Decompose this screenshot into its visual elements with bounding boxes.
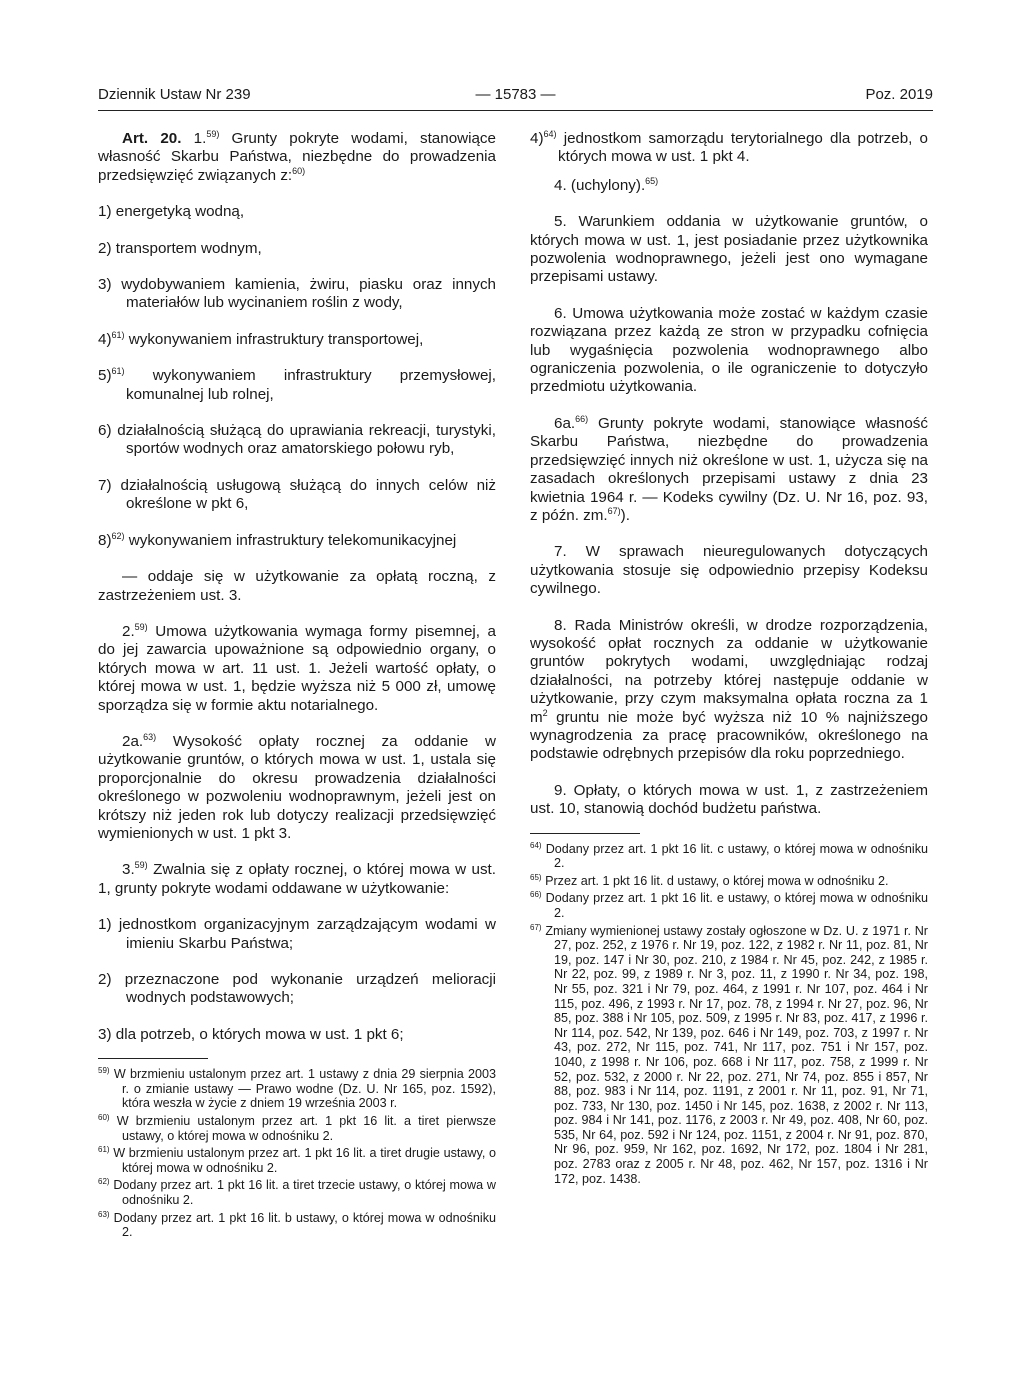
item-number: 1) <box>98 203 112 221</box>
footnote-text: Przez art. 1 pkt 16 lit. d ustawy, o której mowa w odnośniku 2. <box>545 873 889 888</box>
item-text: energetyką wodną, <box>115 203 245 221</box>
footnote <box>98 1178 496 1207</box>
footnote-text: W brzmieniu ustalonym przez art. 1 pkt 16 lit. a tiret pierwsze ustawy, o której mowa w odnośniku 2. <box>116 1114 496 1143</box>
footnote <box>98 1211 496 1240</box>
footnote-ref: 66) <box>575 413 589 424</box>
para-text: Grunty pokryte wodami, stanowiące własność Skarbu Państwa, niezbędne do prowadzenia przedsięwzięć związanych z: <box>98 130 496 184</box>
left-column <box>98 130 496 1243</box>
footnote-rule <box>98 1058 208 1059</box>
footnote <box>98 1146 496 1175</box>
footnotes-right <box>530 842 928 1187</box>
footnote-ref: 59) <box>134 621 148 632</box>
footnote-number: 66) <box>530 890 542 900</box>
footnote <box>530 874 928 889</box>
footnote-number: 60) <box>98 1112 110 1122</box>
item-text: działalnością usługową służącą do innych celów niż określone w pkt 6, <box>120 476 496 513</box>
item-number: 4) <box>98 330 112 348</box>
footnote <box>530 924 928 1187</box>
superscript: 2 <box>542 707 548 718</box>
footnote-text: Dodany przez art. 1 pkt 16 lit. c ustawy, o której mowa w odnośniku 2. <box>545 841 928 871</box>
list-item <box>98 422 496 459</box>
para-number: 2. <box>122 622 135 640</box>
article-label: Art. 20. <box>122 130 182 147</box>
list-item <box>98 367 496 404</box>
item-number: 1) <box>98 916 112 934</box>
item-number: 2) <box>98 239 112 257</box>
footnote-text: Dodany przez art. 1 pkt 16 lit. b ustawy, o której mowa w odnośniku 2. <box>113 1210 496 1240</box>
page-header <box>98 86 933 108</box>
para-text: Zwalnia się z opłaty rocznej, o której mowa w ust. 1, grunty pokryte wodami oddawane w użytkowanie: <box>98 861 496 897</box>
footnote <box>530 891 928 920</box>
para-number: 3. <box>122 861 135 879</box>
footnote <box>98 1067 496 1111</box>
list-item <box>98 971 496 1008</box>
item-number: 3) <box>98 1025 112 1043</box>
closing-clause: — oddaje się w użytkowanie za opłatą roczną, z zastrzeżeniem ust. 3. <box>98 568 496 604</box>
list-item <box>98 331 496 349</box>
footnote-ref: 60) <box>292 165 306 176</box>
footnotes-left <box>98 1067 496 1240</box>
item-text: wykonywaniem infrastruktury przemysłowej, komunalnej lub rolnej, <box>126 367 496 403</box>
position-number: Poz. 2019 <box>865 86 933 103</box>
list-item <box>530 130 928 167</box>
item-text: jednostkom samorządu terytorialnego dla potrzeb, o których mowa w ust. 1 pkt 4. <box>558 130 928 166</box>
item-text: wykonywaniem infrastruktury telekomunikacyjnej <box>128 531 457 549</box>
footnote-ref: 59) <box>134 860 148 871</box>
para-6a <box>530 415 928 525</box>
para-8 <box>530 617 928 764</box>
item-text: przeznaczone pod wykonanie urządzeń melioracji wodnych podstawowych; <box>124 971 496 1007</box>
list-item <box>98 532 496 550</box>
para-number: 2a. <box>122 732 144 750</box>
para-text: Grunty pokryte wodami, stanowiące własność Skarbu Państwa, niezbędne do prowadzenia przedsięwzięć innych niż określone w ust. 1, użycza się na zasadach określonych przepisami ustawy z dnia 23 kwietnia 1964 r. — Kodeks cywilny (Dz. U. Nr 16, poz. 93, z późn. zm. <box>530 414 928 524</box>
footnote-text: Dodany przez art. 1 pkt 16 lit. a tiret trzecie ustawy, o której mowa w odnośniku 2. <box>113 1178 496 1207</box>
para-7: 7. W sprawach nieuregulowanych dotyczących użytkowania stosuje się odpowiednio przepisy Kodeksu cywilnego. <box>530 543 928 598</box>
para-4 <box>530 177 928 195</box>
footnote-number: 62) <box>98 1177 110 1187</box>
para-5: 5. Warunkiem oddania w użytkowanie gruntów, o których mowa w ust. 1, jest posiadanie przez użytkownika pozwolenia wodnoprawnego, jeżeli jest ono wymagane przepisami ustawy. <box>530 213 928 286</box>
list-item <box>98 477 496 514</box>
footnote-number: 61) <box>98 1145 110 1154</box>
para-3 <box>98 861 496 898</box>
right-column <box>530 130 928 1189</box>
para-6: 6. Umowa użytkowania może zostać w każdym czasie rozwiązana przez każdą ze stron w przypadku cofnięcia lub wygaśnięcia pozwolenia wodnoprawnego albo ograniczenia pozwolenia, o ile ograniczenie to dotyczyło przedmiotu użytkowania. <box>530 304 928 396</box>
para-text: Umowa użytkowania wymaga formy pisemnej, a do jej zawarcia upoważnione są odpowiednio organy, o których mowa w art. 11 ust. 1. Jeżeli wartość opłaty, o której mowa w ust. 1, będzie wyższa niż 5 000 zł, umowę sporządza się w formie aktu notarialnego. <box>98 622 496 714</box>
item-number: 6) <box>98 422 112 440</box>
footnote-ref: 62) <box>111 530 125 541</box>
para-number: 6a. <box>554 414 576 432</box>
footnote <box>98 1114 496 1143</box>
para-9: 9. Opłaty, o których mowa w ust. 1, z zastrzeżeniem ust. 10, stanowią dochód budżetu państwa. <box>530 781 928 818</box>
footnote-number: 63) <box>98 1209 110 1219</box>
article-20-para-1 <box>98 130 496 185</box>
item-number: 4) <box>530 130 544 147</box>
para-text: Wysokość opłaty rocznej za oddanie w użytkowanie gruntów, o których mowa w ust. 1, ustala się proporcjonalnie do okresu prowadzenia działalności określonego w pozwoleniu wodnoprawnym, jeżeli jest on krótszy niż jeden rok lub dotyczy realizacji przedsięwzięć wymienionych w ust. 1 pkt 3. <box>98 732 496 842</box>
footnote-ref: 64) <box>543 128 557 139</box>
item-text: dla potrzeb, o których mowa w ust. 1 pkt 6; <box>115 1025 404 1043</box>
footnote-ref: 67) <box>607 505 621 516</box>
para-2a <box>98 733 496 843</box>
item-number: 8) <box>98 531 112 549</box>
item-number: 5) <box>98 367 112 385</box>
footnote-ref: 61) <box>111 329 125 340</box>
para-number: 1. <box>193 130 207 147</box>
item-text: transportem wodnym, <box>115 239 262 257</box>
para-text-end: ). <box>620 506 630 524</box>
footnote <box>530 842 928 871</box>
footnote-text: Dodany przez art. 1 pkt 16 lit. e ustawy, o której mowa w odnośniku 2. <box>545 891 928 920</box>
footnote-text: Zmiany wymienionej ustawy zostały ogłoszone w Dz. U. z 1971 r. Nr 27, poz. 252, z 1976 r. Nr 19, poz. 122, z 1982 r. Nr 11, poz. 81, Nr 19, poz. 147 i Nr 30, poz. 210, z 1984 r. Nr 45, poz. 242, z 1985 r. Nr 22, poz. 99, z 1989 r. Nr 3, poz. 11, z 1990 r. Nr 34, poz. 198, Nr 55, poz. 321 i Nr 79, poz. 464, z 1991 r. Nr 107, poz. 464 i Nr 115, poz. 496, z 1993 r. Nr 17, poz. 78, z 1994 r. Nr 27, poz. 96, Nr 85, poz. 388 i Nr 105, poz. 509, z 1995 r. Nr 83, poz. 417, z 1996 r. Nr 114, poz. 542, Nr 139, poz. 646 i Nr 149, poz. 703, z 1997 r. Nr 43, poz. 272, Nr 115, poz. 741, Nr 117, poz. 751 i Nr 157, poz. 1040, z 1998 r. Nr 106, poz. 668 i Nr 117, poz. 758, z 1999 r. Nr 52, poz. 532, z 2000 r. Nr 22, poz. 271, Nr 74, poz. 855 i 857, Nr 88, poz. 983 i Nr 114, poz. 1191, z 2001 r. Nr 11, poz. 91, Nr 71, poz. 733, Nr 130, poz. 1450 i Nr 145, poz. 1638, z 2002 r. Nr 113, poz. 984 i Nr 141, poz. 1176, z 2003 r. Nr 49, poz. 408, Nr 60, poz. 535, Nr 64, poz. 592 i Nr 124, poz. 1151, z 2004 r. Nr 91, poz. 870, Nr 96, poz. 959, Nr 162, poz. 1692, Nr 172, poz. 1804 i Nr 281, poz. 2783 oraz z 2005 r. Nr 48, poz. 462, Nr 157, poz. 1316 i Nr 172, poz. 1438. <box>545 923 929 1186</box>
footnote-number: 59) <box>98 1066 110 1076</box>
para-2 <box>98 623 496 715</box>
footnote-text: W brzmieniu ustalonym przez art. 1 pkt 16 lit. a tiret drugie ustawy, o której mowa w odnośniku 2. <box>113 1146 496 1175</box>
footnote-text: W brzmieniu ustalonym przez art. 1 ustawy z dnia 29 sierpnia 2003 r. o zmianie ustawy — Prawo wodne (Dz. U. Nr 165, poz. 1592), która weszła w życie z dniem 19 września 2003 r. <box>113 1067 496 1111</box>
item-list <box>98 203 496 550</box>
footnote-rule <box>530 833 640 834</box>
footnote-ref: 61) <box>111 366 125 377</box>
list-item <box>98 916 496 953</box>
page-number: — 15783 — <box>475 86 556 103</box>
item-text: wykonywaniem infrastruktury transportowej, <box>128 330 424 348</box>
footnote-number: 65) <box>530 872 542 882</box>
para-text: 4. (uchylony). <box>554 176 646 194</box>
footnote-number: 64) <box>530 840 542 850</box>
footnote-number: 67) <box>530 922 542 932</box>
list-item <box>98 1026 496 1044</box>
list-item <box>98 240 496 258</box>
para-text: 8. Rada Ministrów określi, w drodze rozporządzenia, wysokość opłat rocznych za oddanie w użytkowanie gruntów pokrytych wodami, uwzględniając rodzaj działalności, na potrzeby której następuje oddanie w użytkowanie, przy czym maksymalna opłata roczna za 1 m <box>530 616 928 726</box>
list-item <box>98 203 496 221</box>
item-number: 2) <box>98 971 112 988</box>
item-text: jednostkom organizacyjnym zarządzającym wodami w imieniu Skarbu Państwa; <box>118 916 496 952</box>
footnote-ref: 65) <box>645 175 659 186</box>
item-number: 7) <box>98 476 112 494</box>
header-rule <box>98 110 933 111</box>
journal-title: Dziennik Ustaw Nr 239 <box>98 86 251 103</box>
item-number: 3) <box>98 276 112 294</box>
footnote-ref: 59) <box>206 128 220 139</box>
para-text: gruntu nie może być wyższa niż 10 % najniższego wynagrodzenia za pracę pracowników, określonego na podstawie odrębnych przepisów dla roku poprzedniego. <box>530 708 928 763</box>
footnote-ref: 63) <box>143 731 157 742</box>
list-item <box>98 276 496 313</box>
item-text: wydobywaniem kamienia, żwiru, piasku oraz innych materiałów lub wycinaniem roślin z wody, <box>121 276 496 312</box>
item-text: działalnością służącą do uprawiania rekreacji, turystyki, sportów wodnych oraz amatorskiego połowu ryb, <box>117 422 496 458</box>
